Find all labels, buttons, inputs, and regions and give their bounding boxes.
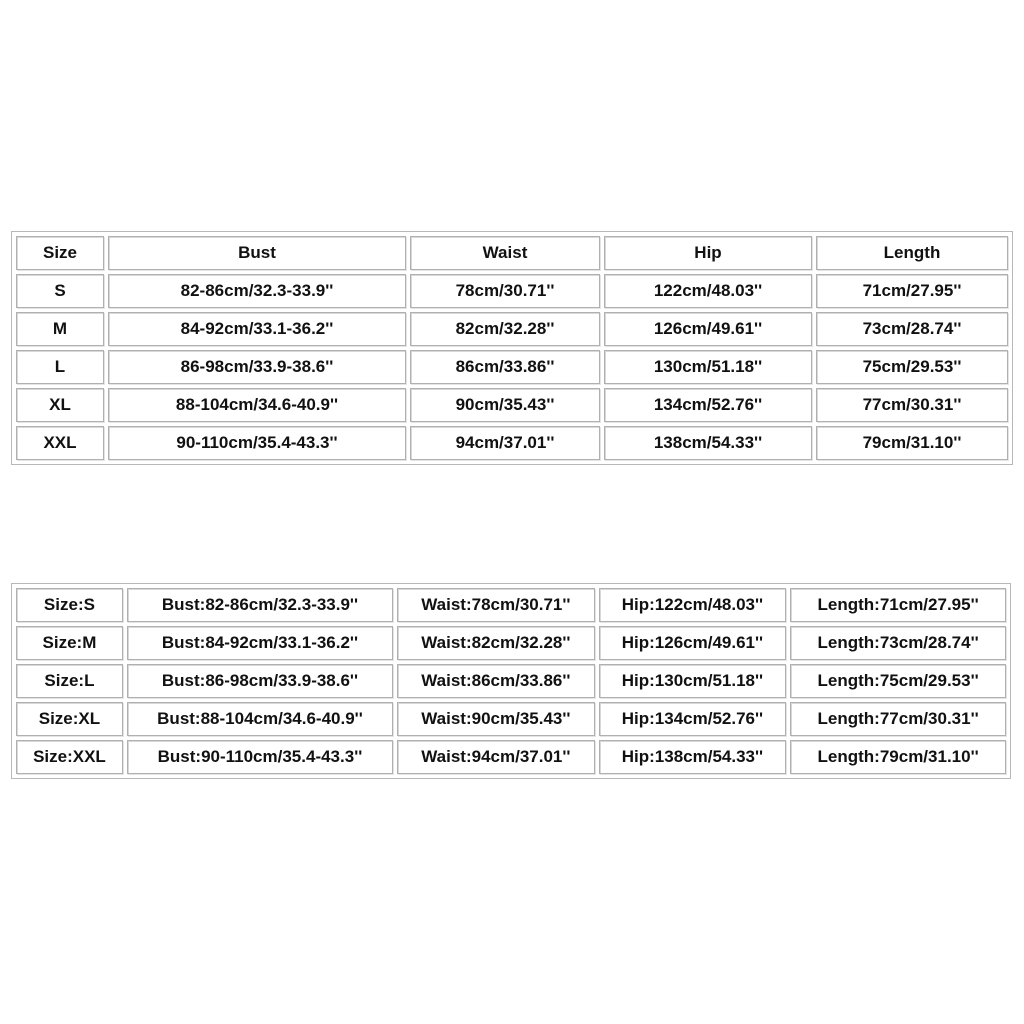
length-cell: 71cm/27.95''	[816, 274, 1008, 308]
bust-cell: 82-86cm/32.3-33.9''	[108, 274, 406, 308]
table-row	[16, 312, 1008, 346]
size-cell: S	[16, 274, 104, 308]
bust-cell: Bust:90-110cm/35.4-43.3''	[127, 740, 393, 774]
size-cell: L	[16, 350, 104, 384]
table-row	[16, 274, 1008, 308]
table-row	[16, 702, 1006, 736]
size-cell: Size:L	[16, 664, 123, 698]
length-cell: 77cm/30.31''	[816, 388, 1008, 422]
bust-cell: 84-92cm/33.1-36.2''	[108, 312, 406, 346]
hip-cell: Hip:134cm/52.76''	[599, 702, 787, 736]
size-cell: Size:S	[16, 588, 123, 622]
hip-cell: Hip:130cm/51.18''	[599, 664, 787, 698]
waist-cell: Waist:90cm/35.43''	[397, 702, 595, 736]
waist-cell: Waist:94cm/37.01''	[397, 740, 595, 774]
waist-cell: 78cm/30.71''	[410, 274, 600, 308]
size-cell: M	[16, 312, 104, 346]
length-cell: Length:71cm/27.95''	[790, 588, 1006, 622]
size-cell: XXL	[16, 426, 104, 460]
header-length: Length	[816, 236, 1008, 270]
bust-cell: Bust:86-98cm/33.9-38.6''	[127, 664, 393, 698]
length-cell: Length:75cm/29.53''	[790, 664, 1006, 698]
header-size: Size	[16, 236, 104, 270]
hip-cell: 126cm/49.61''	[604, 312, 812, 346]
size-chart-table-top	[11, 231, 1013, 465]
size-cell: Size:XXL	[16, 740, 123, 774]
waist-cell: Waist:82cm/32.28''	[397, 626, 595, 660]
length-cell: 79cm/31.10''	[816, 426, 1008, 460]
table-row	[16, 388, 1008, 422]
hip-cell: 130cm/51.18''	[604, 350, 812, 384]
waist-cell: Waist:86cm/33.86''	[397, 664, 595, 698]
table-row	[16, 626, 1006, 660]
length-cell: Length:73cm/28.74''	[790, 626, 1006, 660]
length-cell: Length:79cm/31.10''	[790, 740, 1006, 774]
table-row	[16, 588, 1006, 622]
bust-cell: Bust:84-92cm/33.1-36.2''	[127, 626, 393, 660]
size-chart-table-bottom	[11, 583, 1011, 779]
bust-cell: 88-104cm/34.6-40.9''	[108, 388, 406, 422]
waist-cell: 86cm/33.86''	[410, 350, 600, 384]
table-row	[16, 740, 1006, 774]
hip-cell: 134cm/52.76''	[604, 388, 812, 422]
size-cell: Size:M	[16, 626, 123, 660]
header-waist: Waist	[410, 236, 600, 270]
bust-cell: 90-110cm/35.4-43.3''	[108, 426, 406, 460]
table-row	[16, 426, 1008, 460]
size-cell: Size:XL	[16, 702, 123, 736]
waist-cell: 94cm/37.01''	[410, 426, 600, 460]
length-cell: 73cm/28.74''	[816, 312, 1008, 346]
hip-cell: 122cm/48.03''	[604, 274, 812, 308]
length-cell: Length:77cm/30.31''	[790, 702, 1006, 736]
hip-cell: Hip:126cm/49.61''	[599, 626, 787, 660]
bust-cell: Bust:88-104cm/34.6-40.9''	[127, 702, 393, 736]
length-cell: 75cm/29.53''	[816, 350, 1008, 384]
waist-cell: 90cm/35.43''	[410, 388, 600, 422]
hip-cell: Hip:138cm/54.33''	[599, 740, 787, 774]
header-hip: Hip	[604, 236, 812, 270]
bust-cell: 86-98cm/33.9-38.6''	[108, 350, 406, 384]
header-bust: Bust	[108, 236, 406, 270]
bust-cell: Bust:82-86cm/32.3-33.9''	[127, 588, 393, 622]
table-header-row	[16, 236, 1008, 270]
size-cell: XL	[16, 388, 104, 422]
hip-cell: 138cm/54.33''	[604, 426, 812, 460]
waist-cell: 82cm/32.28''	[410, 312, 600, 346]
table-row	[16, 350, 1008, 384]
waist-cell: Waist:78cm/30.71''	[397, 588, 595, 622]
table-row	[16, 664, 1006, 698]
hip-cell: Hip:122cm/48.03''	[599, 588, 787, 622]
